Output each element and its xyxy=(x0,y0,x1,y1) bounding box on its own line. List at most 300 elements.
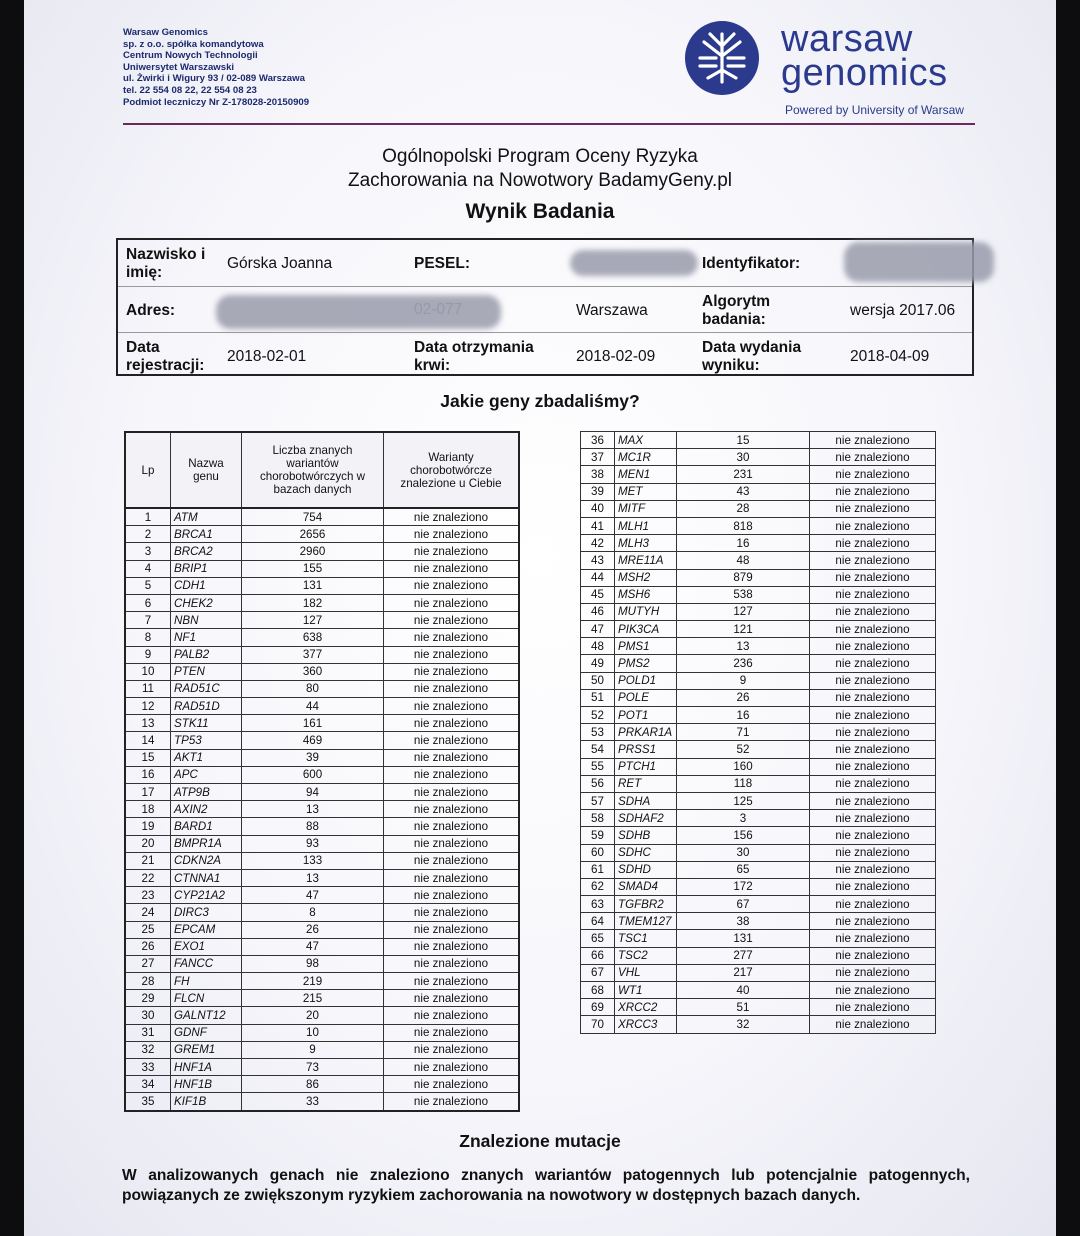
gene-row xyxy=(581,603,936,620)
gene-row xyxy=(581,517,936,534)
variant-status: nie znaleziono xyxy=(810,741,936,758)
row-number: 17 xyxy=(125,784,171,801)
pesel-label: PESEL: xyxy=(414,255,470,272)
variant-status: nie znaleziono xyxy=(810,947,936,964)
variant-count: 160 xyxy=(677,758,810,775)
gene-row xyxy=(581,1016,936,1033)
company-line: Warsaw Genomics xyxy=(123,27,208,38)
variant-count: 88 xyxy=(242,818,384,835)
variant-count: 3 xyxy=(677,810,810,827)
variant-count: 51 xyxy=(677,999,810,1016)
gene-row xyxy=(125,1024,519,1041)
gene-row xyxy=(581,466,936,483)
variant-count: 8 xyxy=(242,904,384,921)
variant-count: 2960 xyxy=(242,543,384,560)
row-number: 9 xyxy=(125,646,171,663)
variant-status: nie znaleziono xyxy=(384,629,520,646)
variant-count: 131 xyxy=(242,577,384,594)
variant-count: 9 xyxy=(677,672,810,689)
variant-count: 40 xyxy=(677,982,810,999)
variant-status: nie znaleziono xyxy=(384,612,520,629)
gene-row xyxy=(581,569,936,586)
gene-row xyxy=(581,792,936,809)
row-number: 45 xyxy=(581,586,615,603)
gene-name: BRIP1 xyxy=(171,560,242,577)
gene-row xyxy=(125,698,519,715)
row-number: 14 xyxy=(125,732,171,749)
gene-row xyxy=(125,749,519,766)
variant-status: nie znaleziono xyxy=(384,938,520,955)
gene-name: MEN1 xyxy=(615,466,677,483)
variant-count: 39 xyxy=(242,749,384,766)
variant-status: nie znaleziono xyxy=(384,869,520,886)
variant-status: nie znaleziono xyxy=(810,655,936,672)
row-number: 37 xyxy=(581,449,615,466)
gene-name: GDNF xyxy=(171,1024,242,1041)
gene-row xyxy=(125,835,519,852)
gene-name: NBN xyxy=(171,612,242,629)
gene-name: EXO1 xyxy=(171,938,242,955)
logo-tagline: Powered by University of Warsaw xyxy=(785,103,964,117)
variant-status: nie znaleziono xyxy=(810,827,936,844)
row-number: 35 xyxy=(125,1093,171,1111)
gene-row xyxy=(581,432,936,449)
gene-row xyxy=(125,801,519,818)
gene-row xyxy=(125,1076,519,1093)
row-number: 11 xyxy=(125,680,171,697)
gene-row xyxy=(581,500,936,517)
row-number: 10 xyxy=(125,663,171,680)
variant-count: 20 xyxy=(242,1007,384,1024)
gene-name: HNF1A xyxy=(171,1059,242,1076)
gene-name: AKT1 xyxy=(171,749,242,766)
row-number: 34 xyxy=(125,1076,171,1093)
company-line: sp. z o.o. spółka komandytowa xyxy=(123,38,264,50)
variant-count: 65 xyxy=(677,861,810,878)
variant-count: 28 xyxy=(677,500,810,517)
gene-row xyxy=(581,844,936,861)
patient-info-row xyxy=(118,240,972,286)
algorithm-value: wersja 2017.06 xyxy=(850,302,956,319)
variant-count: 133 xyxy=(242,852,384,869)
row-number: 36 xyxy=(581,432,615,449)
gene-name: FH xyxy=(171,973,242,990)
variant-count: 172 xyxy=(677,878,810,895)
variant-status: nie znaleziono xyxy=(810,449,936,466)
row-number: 3 xyxy=(125,543,171,560)
gene-row xyxy=(125,921,519,938)
gene-row xyxy=(581,861,936,878)
variant-status: nie znaleziono xyxy=(384,560,520,577)
column-header-gene: Nazwa genu xyxy=(171,432,242,508)
gene-name: SDHB xyxy=(615,827,677,844)
row-number: 25 xyxy=(125,921,171,938)
variant-status: nie znaleziono xyxy=(810,964,936,981)
variant-status: nie znaleziono xyxy=(384,732,520,749)
company-line: Uniwersytet Warszawski xyxy=(123,61,235,73)
variant-status: nie znaleziono xyxy=(384,526,520,543)
gene-row xyxy=(125,612,519,629)
gene-row xyxy=(581,964,936,981)
row-number: 27 xyxy=(125,955,171,972)
variant-count: 38 xyxy=(677,913,810,930)
variant-status: nie znaleziono xyxy=(384,990,520,1007)
mutations-heading: Znalezione mutacje xyxy=(459,1131,621,1151)
gene-row xyxy=(125,732,519,749)
row-number: 51 xyxy=(581,689,615,706)
gene-row xyxy=(125,1007,519,1024)
gene-name: BRCA1 xyxy=(171,526,242,543)
row-number: 67 xyxy=(581,964,615,981)
row-number: 56 xyxy=(581,775,615,792)
variant-count: 43 xyxy=(677,483,810,500)
gene-row xyxy=(125,990,519,1007)
gene-name: SMAD4 xyxy=(615,878,677,895)
row-number: 29 xyxy=(125,990,171,1007)
pesel-redacted xyxy=(570,250,698,276)
gene-name: RET xyxy=(615,775,677,792)
variant-status: nie znaleziono xyxy=(384,594,520,611)
variant-status: nie znaleziono xyxy=(810,535,936,552)
gene-name: HNF1B xyxy=(171,1076,242,1093)
gene-row xyxy=(125,629,519,646)
column-header-lp: Lp xyxy=(125,432,171,508)
variant-count: 600 xyxy=(242,766,384,783)
variant-status: nie znaleziono xyxy=(384,784,520,801)
identifier-redacted xyxy=(844,242,994,282)
row-number: 8 xyxy=(125,629,171,646)
gene-name: BARD1 xyxy=(171,818,242,835)
row-number: 55 xyxy=(581,758,615,775)
gene-name: TP53 xyxy=(171,732,242,749)
variant-count: 44 xyxy=(242,698,384,715)
row-number: 40 xyxy=(581,500,615,517)
company-line: Centrum Nowych Technologii xyxy=(123,50,258,62)
row-number: 15 xyxy=(125,749,171,766)
variant-status: nie znaleziono xyxy=(810,878,936,895)
variant-status: nie znaleziono xyxy=(384,818,520,835)
gene-row xyxy=(581,586,936,603)
gene-row xyxy=(125,680,519,697)
gene-name: MC1R xyxy=(615,449,677,466)
gene-row xyxy=(125,852,519,869)
row-number: 13 xyxy=(125,715,171,732)
gene-row xyxy=(581,621,936,638)
row-number: 54 xyxy=(581,741,615,758)
variant-count: 33 xyxy=(242,1093,384,1111)
column-header-count: Liczba znanych wariantów chorobotwórczych w bazach danych xyxy=(242,432,384,508)
variant-count: 127 xyxy=(677,603,810,620)
row-number: 31 xyxy=(125,1024,171,1041)
variant-count: 277 xyxy=(677,947,810,964)
row-number: 68 xyxy=(581,982,615,999)
gene-row xyxy=(125,784,519,801)
gene-name: SDHAF2 xyxy=(615,810,677,827)
registration-date-value: 2018-02-01 xyxy=(227,348,307,365)
variant-status: nie znaleziono xyxy=(384,663,520,680)
variant-status: nie znaleziono xyxy=(384,1041,520,1058)
gene-row xyxy=(125,1093,519,1111)
gene-name: PRSS1 xyxy=(615,741,677,758)
variant-count: 121 xyxy=(677,621,810,638)
row-number: 66 xyxy=(581,947,615,964)
gene-name: RAD51C xyxy=(171,680,242,697)
variant-count: 80 xyxy=(242,680,384,697)
company-line: ul. Żwirki i Wigury 93 / 02-089 Warszawa xyxy=(123,73,305,85)
variant-count: 30 xyxy=(677,844,810,861)
gene-name: XRCC2 xyxy=(615,999,677,1016)
variant-status: nie znaleziono xyxy=(810,982,936,999)
row-number: 5 xyxy=(125,577,171,594)
variant-status: nie znaleziono xyxy=(810,432,936,449)
gene-name: POT1 xyxy=(615,707,677,724)
issue-date-value: 2018-04-09 xyxy=(850,348,930,365)
gene-name: DIRC3 xyxy=(171,904,242,921)
city-value: Warszawa xyxy=(576,302,648,319)
variant-count: 754 xyxy=(242,508,384,526)
variant-status: nie znaleziono xyxy=(384,955,520,972)
variant-status: nie znaleziono xyxy=(810,586,936,603)
variant-status: nie znaleziono xyxy=(384,801,520,818)
gene-row xyxy=(581,758,936,775)
gene-name: MSH6 xyxy=(615,586,677,603)
gene-name: TSC2 xyxy=(615,947,677,964)
variant-status: nie znaleziono xyxy=(810,707,936,724)
gene-name: PMS2 xyxy=(615,655,677,672)
variant-count: 71 xyxy=(677,724,810,741)
gene-name: MET xyxy=(615,483,677,500)
row-number: 46 xyxy=(581,603,615,620)
gene-row xyxy=(581,552,936,569)
gene-row xyxy=(125,973,519,990)
variant-status: nie znaleziono xyxy=(384,749,520,766)
gene-row xyxy=(125,766,519,783)
algorithm-label: Algorytm badania: xyxy=(702,293,771,328)
gene-name: XRCC3 xyxy=(615,1016,677,1033)
variant-status: nie znaleziono xyxy=(810,999,936,1016)
variant-status: nie znaleziono xyxy=(810,466,936,483)
variant-status: nie znaleziono xyxy=(810,792,936,809)
row-number: 39 xyxy=(581,483,615,500)
gene-name: TSC1 xyxy=(615,930,677,947)
row-number: 49 xyxy=(581,655,615,672)
gene-row xyxy=(125,543,519,560)
variant-count: 818 xyxy=(677,517,810,534)
gene-name: SDHA xyxy=(615,792,677,809)
row-number: 41 xyxy=(581,517,615,534)
gene-row xyxy=(581,947,936,964)
variant-count: 16 xyxy=(677,535,810,552)
row-number: 33 xyxy=(125,1059,171,1076)
gene-name: APC xyxy=(171,766,242,783)
variant-status: nie znaleziono xyxy=(384,646,520,663)
variant-status: nie znaleziono xyxy=(810,896,936,913)
row-number: 2 xyxy=(125,526,171,543)
variant-status: nie znaleziono xyxy=(810,517,936,534)
gene-name: PMS1 xyxy=(615,638,677,655)
gene-name: RAD51D xyxy=(171,698,242,715)
row-number: 20 xyxy=(125,835,171,852)
variant-count: 118 xyxy=(677,775,810,792)
column-header-variants: Warianty chorobotwórcze znalezione u Ciebie xyxy=(384,432,520,508)
gene-name: MRE11A xyxy=(615,552,677,569)
gene-name: SDHC xyxy=(615,844,677,861)
blood-date-label: Data otrzymania krwi: xyxy=(414,339,534,374)
gene-name: CDH1 xyxy=(171,577,242,594)
variant-count: 93 xyxy=(242,835,384,852)
gene-name: FLCN xyxy=(171,990,242,1007)
gene-name: BRCA2 xyxy=(171,543,242,560)
row-number: 23 xyxy=(125,887,171,904)
gene-row xyxy=(125,715,519,732)
row-number: 48 xyxy=(581,638,615,655)
variant-count: 161 xyxy=(242,715,384,732)
gene-name: PTCH1 xyxy=(615,758,677,775)
result-title: Wynik Badania xyxy=(465,200,615,223)
gene-name: CYP21A2 xyxy=(171,887,242,904)
variant-status: nie znaleziono xyxy=(384,904,520,921)
variant-count: 98 xyxy=(242,955,384,972)
gene-name: TMEM127 xyxy=(615,913,677,930)
gene-name: MLH1 xyxy=(615,517,677,534)
row-number: 6 xyxy=(125,594,171,611)
variant-count: 26 xyxy=(242,921,384,938)
gene-name: VHL xyxy=(615,964,677,981)
gene-name: PALB2 xyxy=(171,646,242,663)
gene-name: POLD1 xyxy=(615,672,677,689)
gene-row xyxy=(581,810,936,827)
variant-count: 10 xyxy=(242,1024,384,1041)
gene-row xyxy=(581,999,936,1016)
variant-count: 360 xyxy=(242,663,384,680)
gene-name: BMPR1A xyxy=(171,835,242,852)
gene-name: CTNNA1 xyxy=(171,869,242,886)
variant-status: nie znaleziono xyxy=(810,552,936,569)
variant-status: nie znaleziono xyxy=(810,689,936,706)
variant-status: nie znaleziono xyxy=(384,1093,520,1111)
mutations-text: W analizowanych genach nie znaleziono znanych wariantów patogennych lub potencjalnie patogennych, powiązanych ze zwiększonym ryzykiem zachorowania na nowotwory w dostępnych bazach danych. xyxy=(122,1167,970,1204)
variant-status: nie znaleziono xyxy=(384,1024,520,1041)
gene-row xyxy=(581,689,936,706)
gene-name: STK11 xyxy=(171,715,242,732)
variant-status: nie znaleziono xyxy=(384,508,520,526)
gene-row xyxy=(125,869,519,886)
gene-name: TGFBR2 xyxy=(615,896,677,913)
variant-count: 125 xyxy=(677,792,810,809)
row-number: 43 xyxy=(581,552,615,569)
variant-count: 156 xyxy=(677,827,810,844)
variant-status: nie znaleziono xyxy=(384,680,520,697)
variant-count: 26 xyxy=(677,689,810,706)
issue-date-label: Data wydania wyniku: xyxy=(702,339,802,374)
row-number: 38 xyxy=(581,466,615,483)
gene-row xyxy=(125,594,519,611)
variant-status: nie znaleziono xyxy=(384,921,520,938)
name-value: Górska Joanna xyxy=(227,255,333,272)
variant-count: 52 xyxy=(677,741,810,758)
variant-status: nie znaleziono xyxy=(384,1007,520,1024)
variant-count: 67 xyxy=(677,896,810,913)
name-label: Nazwisko i imię: xyxy=(126,246,206,281)
genes-table-left xyxy=(124,431,520,1112)
row-number: 60 xyxy=(581,844,615,861)
logo-wordmark-line2: genomics xyxy=(781,52,948,94)
variant-status: nie znaleziono xyxy=(810,861,936,878)
gene-row xyxy=(125,663,519,680)
variant-count: 73 xyxy=(242,1059,384,1076)
gene-row xyxy=(125,646,519,663)
gene-row xyxy=(125,904,519,921)
variant-count: 2656 xyxy=(242,526,384,543)
variant-count: 217 xyxy=(677,964,810,981)
gene-row xyxy=(581,638,936,655)
patient-info-row xyxy=(118,332,972,379)
tree-logo-icon xyxy=(684,20,760,96)
row-number: 69 xyxy=(581,999,615,1016)
logo-wordmark-line1: warsaw xyxy=(781,18,913,60)
variant-count: 469 xyxy=(242,732,384,749)
gene-row xyxy=(125,560,519,577)
variant-status: nie znaleziono xyxy=(810,1016,936,1033)
registration-date-label: Data rejestracji: xyxy=(126,339,205,374)
genes-table-right xyxy=(580,431,936,1034)
gene-name: MLH3 xyxy=(615,535,677,552)
gene-name: CDKN2A xyxy=(171,852,242,869)
variant-count: 231 xyxy=(677,466,810,483)
row-number: 19 xyxy=(125,818,171,835)
row-number: 28 xyxy=(125,973,171,990)
row-number: 65 xyxy=(581,930,615,947)
gene-row xyxy=(581,449,936,466)
row-number: 26 xyxy=(125,938,171,955)
gene-name: MUTYH xyxy=(615,603,677,620)
variant-status: nie znaleziono xyxy=(384,1059,520,1076)
variant-status: nie znaleziono xyxy=(810,638,936,655)
gene-name: MAX xyxy=(615,432,677,449)
gene-name: PTEN xyxy=(171,663,242,680)
company-line: tel. 22 554 08 22, 22 554 08 23 xyxy=(123,84,257,96)
variant-status: nie znaleziono xyxy=(810,775,936,792)
variant-status: nie znaleziono xyxy=(384,1076,520,1093)
gene-row xyxy=(581,930,936,947)
gene-name: ATP9B xyxy=(171,784,242,801)
gene-name: PIK3CA xyxy=(615,621,677,638)
address-redacted xyxy=(216,295,501,329)
variant-count: 13 xyxy=(242,801,384,818)
variant-status: nie znaleziono xyxy=(384,766,520,783)
gene-row xyxy=(581,655,936,672)
gene-row xyxy=(581,827,936,844)
gene-row xyxy=(581,775,936,792)
gene-row xyxy=(125,508,519,526)
variant-status: nie znaleziono xyxy=(384,577,520,594)
variant-status: nie znaleziono xyxy=(384,852,520,869)
row-number: 59 xyxy=(581,827,615,844)
row-number: 53 xyxy=(581,724,615,741)
variant-count: 48 xyxy=(677,552,810,569)
variant-status: nie znaleziono xyxy=(384,543,520,560)
variant-count: 182 xyxy=(242,594,384,611)
row-number: 7 xyxy=(125,612,171,629)
gene-name: ATM xyxy=(171,508,242,526)
gene-row xyxy=(125,887,519,904)
variant-status: nie znaleziono xyxy=(810,844,936,861)
program-title-line2: Zachorowania na Nowotwory BadamyGeny.pl xyxy=(347,170,733,191)
genes-table-right-body xyxy=(581,432,936,1034)
gene-row xyxy=(581,724,936,741)
gene-row xyxy=(581,483,936,500)
variant-count: 155 xyxy=(242,560,384,577)
